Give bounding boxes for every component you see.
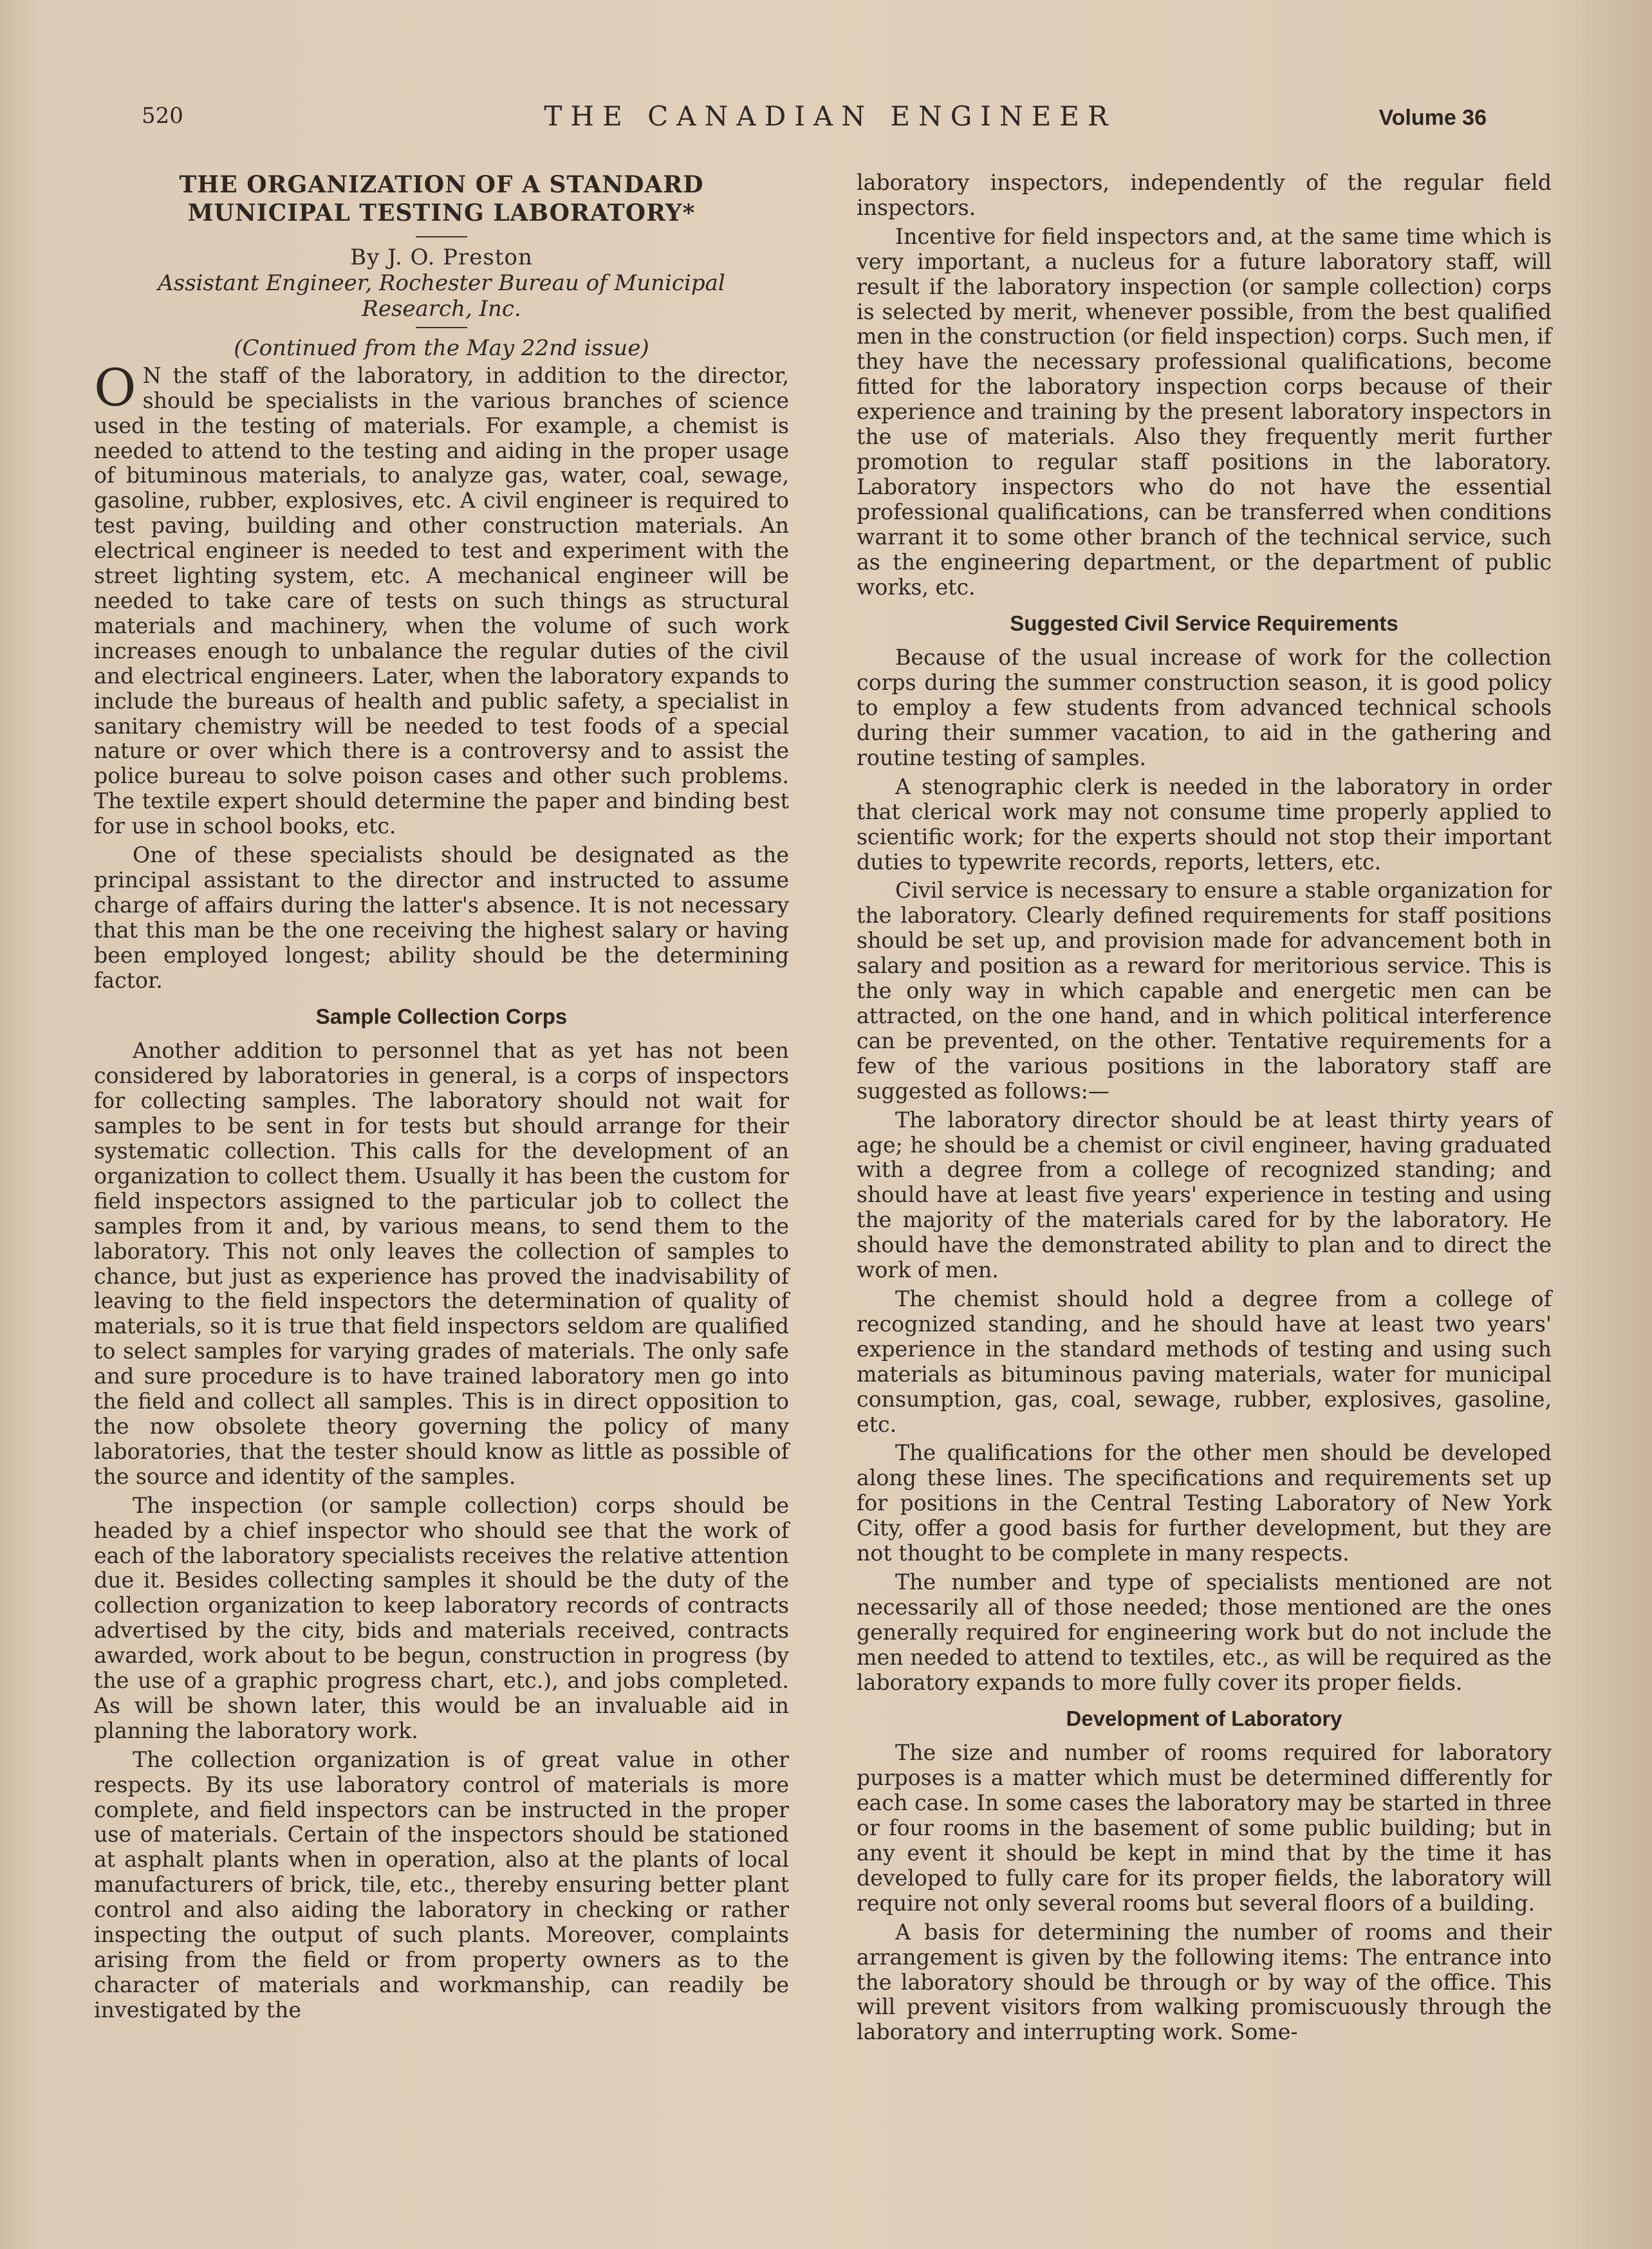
paragraph-sample-2: The inspection (or sample collection) corps should be headed by a chief inspector who should see that the work of each of the laboratory specialists receives the relative attention due it. Besides collecting samples it should be the duty of the collection organization to keep laboratory records of contracts advertised by the city, bids and materials received, contracts awarded, work about to be begun, construction in progress (by the use of a graphic progress chart, etc.), and jobs completed. As will be shown later, this would be an invaluable aid in planning the laboratory work. [94, 1492, 789, 1743]
intro-text: N the staff of the laboratory, in addition to the director, should be specialists in the various branches of science used in the testing of materials. For example, a chemist is needed to attend to the testing and aiding in the proper usage of bituminous materials, to analyze gas, water, coal, sewage, gasoline, rubber, explosives, etc. A civil engineer is required to test paving, building and other construction materials. An electrical engineer is needed to test and experiment with the street lighting system, etc. A mechanical engineer will be needed to take care of tests on such things as structural materials and machinery, when the volume of such work increases enough to unbalance the regular duties of the civil and electrical engineers. Later, when the laboratory expands to include the bureaus of health and public safety, a specialist in sanitary chemistry will be needed to test foods of a special nature or over which there is a controversy and to assist the police bureau to solve poison cases and other such problems. The textile expert should determine the paper and binding best for use in school books, etc. [94, 362, 789, 839]
intro-paragraph [94, 357, 789, 839]
author-affiliation: Assistant Engineer, Rochester Bureau of Municipal Research, Inc. [158, 270, 725, 322]
journal-title: THE CANADIAN ENGINEER [544, 100, 1117, 132]
paragraph-dev-1: The size and number of rooms required for laboratory purposes is a matter which must be determined differently for each case. In some cases the laboratory may be started in three or four rooms in the basement of some public building; but in any event it should be kept in mind that by the time it has developed to fully care for its proper fields, the laboratory will require not only several rooms but several floors of a building. [857, 1740, 1552, 1916]
byline-divider [416, 327, 467, 328]
heading-civil-service: Suggested Civil Service Requirements [1010, 611, 1398, 636]
paragraph-continuation: laboratory inspectors, independently of the regular field inspectors. [857, 170, 1552, 220]
paragraph-sample-1: Another addition to personnel that as yet has not been considered by laboratories in general, is a corps of inspectors for collecting samples. The laboratory should not wait for samples to be sent in for tests but should arrange for their systematic collection. This calls for the development of an organization to collect them. Usually it has been the custom for field inspectors assigned to the particular job to collect the samples from it and, by various means, to send them to the laboratory. This not only leaves the collection of samples to chance, but just as experience has proved the inadvisability of leaving to the field inspectors the determination of quality of materials, so it is true that field inspectors seldom are qualified to select samples for varying grades of materials. The only safe and sure procedure is to have trained laboratory men go into the field and collect all samples. This is in direct opposition to the now obsolete theory governing the policy of many laboratories, that the tester should know as little as possible of the source and identity of the samples. [94, 1038, 789, 1489]
paragraph-civil-7: The number and type of specialists mentioned are not necessarily all of those needed; those mentioned are the ones generally required for engineering work but do not include the men needed to attend to textiles, etc., as will be required as the laboratory expands to more fully cover its proper fields. [857, 1569, 1552, 1695]
paragraph-civil-2: A stenographic clerk is needed in the laboratory in order that clerical work may not consume time properly applied to scientific work; for the experts should not stop their important duties to typewrite records, reports, letters, etc. [857, 773, 1552, 875]
paragraph-civil-5: The chemist should hold a degree from a college of recognized standing, and he should have at least two years' experience in the standard methods of testing and using such materials as bituminous paving materials, water for municipal consumption, gas, coal, sewage, rubber, explosives, gasoline, etc. [857, 1286, 1552, 1437]
byline: By J. O. Preston [350, 245, 533, 270]
article-title: THE ORGANIZATION OF A STANDARD MUNICIPAL TESTING LABORATORY* [179, 171, 704, 227]
title-divider [416, 236, 467, 237]
paragraph-incentive: Incentive for field inspectors and, at the same time which is very important, a nucleus for a future laboratory staff, will result if the laboratory inspection (or sample collection) corps is selected by merit, whenever possible, from the best qualified men in the construction (or field inspection) corps. Such men, if they have the necessary professional qualifications, become fitted for the laboratory inspection corps because of their experience and training by the present laboratory inspectors in the use of materials. Also they frequently merit further promotion to regular staff positions in the laboratory. Laboratory inspectors who do not have the essential professional qualifications, can be transferred when conditions warrant it to some other branch of the technical service, such as the engineering department, or the department of public works, etc. [857, 223, 1552, 600]
drop-cap: O [94, 357, 136, 418]
running-header [135, 100, 1525, 142]
paragraph-principal-assistant: One of these specialists should be designated as the principal assistant to the director and instructed to assume charge of affairs during the latter's absence. It is not necessary that this man be the one receiving the highest salary or having been employed longest; ability should be the determining factor. [94, 842, 789, 993]
paragraph-sample-3: The collection organization is of great value in other respects. By its use laboratory control of materials is more complete, and field inspectors can be instructed in the proper use of materials. Certain of the inspectors should be stationed at asphalt plants when in operation, also at the plants of local manufacturers of brick, tile, etc., thereby ensuring better plant control and also aiding the laboratory in checking or rather inspecting the output of such plants. Moreover, complaints arising from the field or from property owners as to the character of materials and workmanship, can readily be investigated by the [94, 1746, 789, 2022]
right-column [857, 171, 1552, 2049]
paragraph-civil-6: The qualifications for the other men should be developed along these lines. The specifications and requirements set up for positions in the Central Testing Laboratory of New York City, offer a good basis for further development, but they are not thought to be complete in many respects. [857, 1440, 1552, 1566]
paragraph-dev-2: A basis for determining the number of rooms and their arrangement is given by the following items: The entrance into the laboratory should be through or by way of the office. This will prevent visitors from walking promiscuously through the laboratory and interrupting work. Some- [857, 1919, 1552, 2045]
continued-note: (Continued from the May 22nd issue) [234, 335, 649, 361]
paragraph-civil-4: The laboratory director should be at least thirty years of age; he should be a chemist or civil engineer, having graduated with a degree from a college of recognized standing; and should have at least five years' experience in testing and using the majority of the materials cared for by the laboratory. He should have the demonstrated ability to plan and to direct the work of men. [857, 1107, 1552, 1283]
heading-development: Development of Laboratory [1066, 1707, 1342, 1731]
paragraph-civil-1: Because of the usual increase of work for the collection corps during the summer construction season, it is good policy to employ a few students from advanced technical schools during their summer vacation, to aid in the gathering and routine testing of samples. [857, 645, 1552, 770]
left-column [94, 171, 789, 2027]
page-number: 520 [142, 103, 183, 129]
heading-sample-collection: Sample Collection Corps [315, 1004, 568, 1029]
volume-label: Volume 36 [1378, 106, 1487, 130]
paragraph-civil-3: Civil service is necessary to ensure a stable organization for the laboratory. Clearly defined requirements for staff positions should be set up, and provision made for advancement both in salary and position as a reward for meritorious service. This is the only way in which capable and energetic men can be attracted, on the one hand, and in which political interference can be prevented, on the other. Tentative requirements for a few of the various positions in the laboratory staff are suggested as follows:— [857, 878, 1552, 1104]
